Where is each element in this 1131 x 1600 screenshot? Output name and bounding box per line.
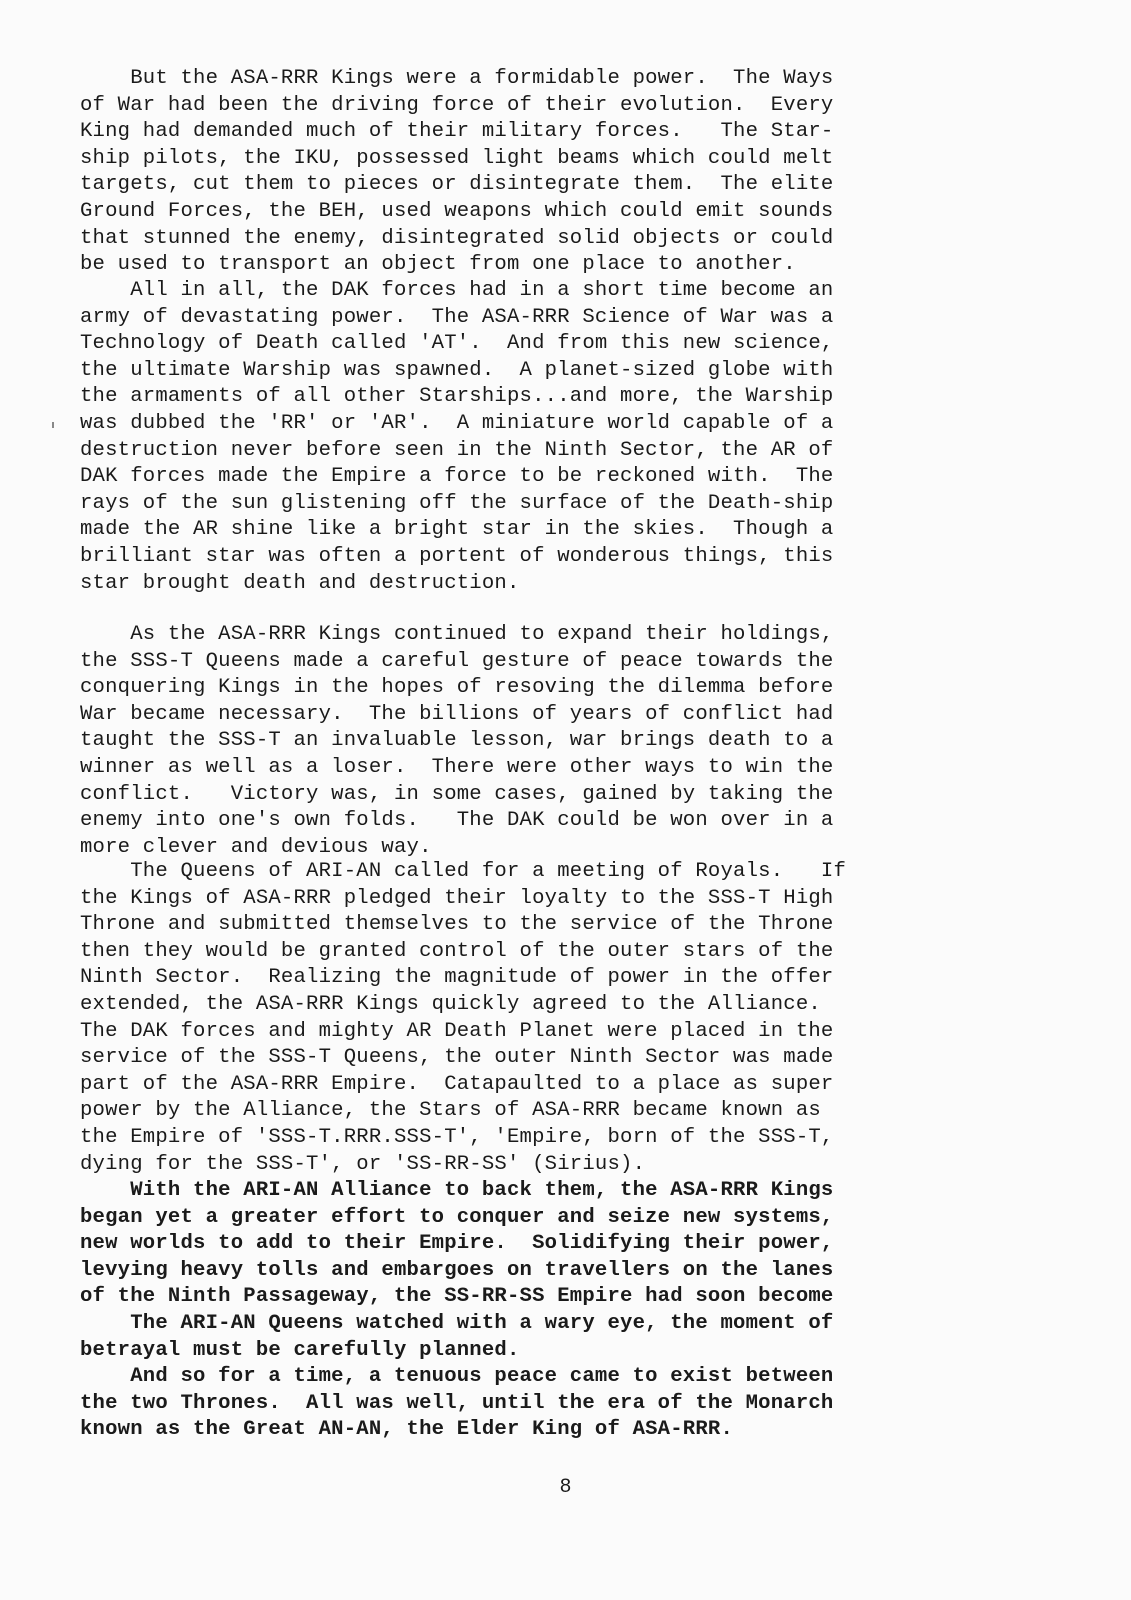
text-line: of War had been the driving force of their evolution. Every bbox=[80, 93, 834, 117]
text-line: power by the Alliance, the Stars of ASA-RRR became known as bbox=[80, 1099, 821, 1123]
paragraph-3 bbox=[80, 622, 1060, 861]
text-line: the ultimate Warship was spawned. A planet-sized globe with bbox=[80, 358, 834, 382]
text-line: winner as well as a loser. There were other ways to win the bbox=[80, 755, 834, 779]
text-line: King had demanded much of their military forces. The Star- bbox=[80, 120, 834, 144]
text-line: The Queens of ARI-AN called for a meeting of Royals. If bbox=[80, 860, 847, 883]
text-line: betrayal must be carefully planned. bbox=[80, 1338, 520, 1362]
text-line: Ninth Sector. Realizing the magnitude of power in the offer bbox=[80, 966, 834, 990]
text-line: taught the SSS-T an invaluable lesson, war brings death to a bbox=[80, 729, 834, 753]
text-line: part of the ASA-RRR Empire. Catapaulted to a place as super bbox=[80, 1072, 834, 1096]
text-line: new worlds to add to their Empire. Solidifying their power, bbox=[80, 1232, 834, 1256]
text-line: more clever and devious way. bbox=[80, 835, 432, 859]
text-line: known as the Great AN-AN, the Elder King of ASA-RRR. bbox=[80, 1418, 734, 1442]
text-line: that stunned the enemy, disintegrated solid objects or could bbox=[80, 226, 834, 250]
text-line: be used to transport an object from one place to another. bbox=[80, 253, 796, 277]
margin-mark bbox=[52, 422, 54, 428]
text-line: With the ARI-AN Alliance to back them, the ASA-RRR Kings bbox=[80, 1179, 834, 1202]
text-line: As the ASA-RRR Kings continued to expand their holdings, bbox=[80, 623, 834, 646]
text-line: then they would be granted control of the outer stars of the bbox=[80, 939, 834, 963]
text-line: Ground Forces, the BEH, used weapons which could emit sounds bbox=[80, 199, 834, 223]
text-line: star brought death and destruction. bbox=[80, 571, 520, 595]
text-line: the SSS-T Queens made a careful gesture of peace towards the bbox=[80, 649, 834, 673]
paragraph-2 bbox=[80, 278, 1060, 597]
text-line: the two Thrones. All was well, until the era of the Monarch bbox=[80, 1391, 834, 1415]
text-line: The DAK forces and mighty AR Death Planet were placed in the bbox=[80, 1019, 834, 1043]
text-line: dying for the SSS-T', or 'SS-RR-SS' (Sirius). bbox=[80, 1152, 646, 1176]
text-line: the Kings of ASA-RRR pledged their loyalty to the SSS-T High bbox=[80, 886, 834, 910]
text-line: army of devastating power. The ASA-RRR Science of War was a bbox=[80, 305, 834, 329]
text-line: DAK forces made the Empire a force to be reckoned with. The bbox=[80, 465, 834, 489]
text-line: the armaments of all other Starships...and more, the Warship bbox=[80, 385, 834, 409]
paragraph-1 bbox=[80, 66, 1060, 279]
text-line: destruction never before seen in the Ninth Sector, the AR of bbox=[80, 438, 834, 462]
text-line: The ARI-AN Queens watched with a wary eye, the moment of bbox=[80, 1311, 834, 1335]
text-line: Throne and submitted themselves to the service of the Throne bbox=[80, 913, 834, 937]
text-line: ship pilots, the IKU, possessed light beams which could melt bbox=[80, 146, 834, 170]
text-line: extended, the ASA-RRR Kings quickly agreed to the Alliance. bbox=[80, 992, 821, 1016]
text-line: enemy into one's own folds. The DAK could be won over in a bbox=[80, 809, 834, 833]
text-line: began yet a greater effort to conquer and seize new systems, bbox=[80, 1205, 834, 1229]
text-line: War became necessary. The billions of years of conflict had bbox=[80, 702, 834, 726]
text-line: But the ASA-RRR Kings were a formidable power. The Ways bbox=[80, 67, 834, 90]
text-line: targets, cut them to pieces or disintegrate them. The elite bbox=[80, 173, 834, 197]
text-line: And so for a time, a tenuous peace came to exist between bbox=[80, 1365, 834, 1389]
text-line: of the Ninth Passageway, the SS-RR-SS Empire had soon become bbox=[80, 1285, 834, 1309]
paragraph-5 bbox=[80, 1178, 1060, 1444]
page-number: 8 bbox=[559, 1476, 572, 1499]
text-line: conflict. Victory was, in some cases, gained by taking the bbox=[80, 782, 834, 806]
text-line: made the AR shine like a bright star in the skies. Though a bbox=[80, 518, 834, 542]
paragraph-4 bbox=[80, 859, 1060, 1178]
text-line: rays of the sun glistening off the surface of the Death-ship bbox=[80, 491, 834, 515]
text-line: conquering Kings in the hopes of resoving the dilemma before bbox=[80, 676, 834, 700]
text-line: All in all, the DAK forces had in a short time become an bbox=[80, 279, 834, 302]
text-line: was dubbed the 'RR' or 'AR'. A miniature world capable of a bbox=[80, 411, 834, 435]
text-line: the Empire of 'SSS-T.RRR.SSS-T', 'Empire, born of the SSS-T, bbox=[80, 1125, 834, 1149]
text-line: Technology of Death called 'AT'. And from this new science, bbox=[80, 332, 834, 356]
text-line: service of the SSS-T Queens, the outer Ninth Sector was made bbox=[80, 1046, 834, 1070]
text-line: brilliant star was often a portent of wonderous things, this bbox=[80, 544, 834, 568]
text-line: levying heavy tolls and embargoes on travellers on the lanes bbox=[80, 1258, 834, 1282]
